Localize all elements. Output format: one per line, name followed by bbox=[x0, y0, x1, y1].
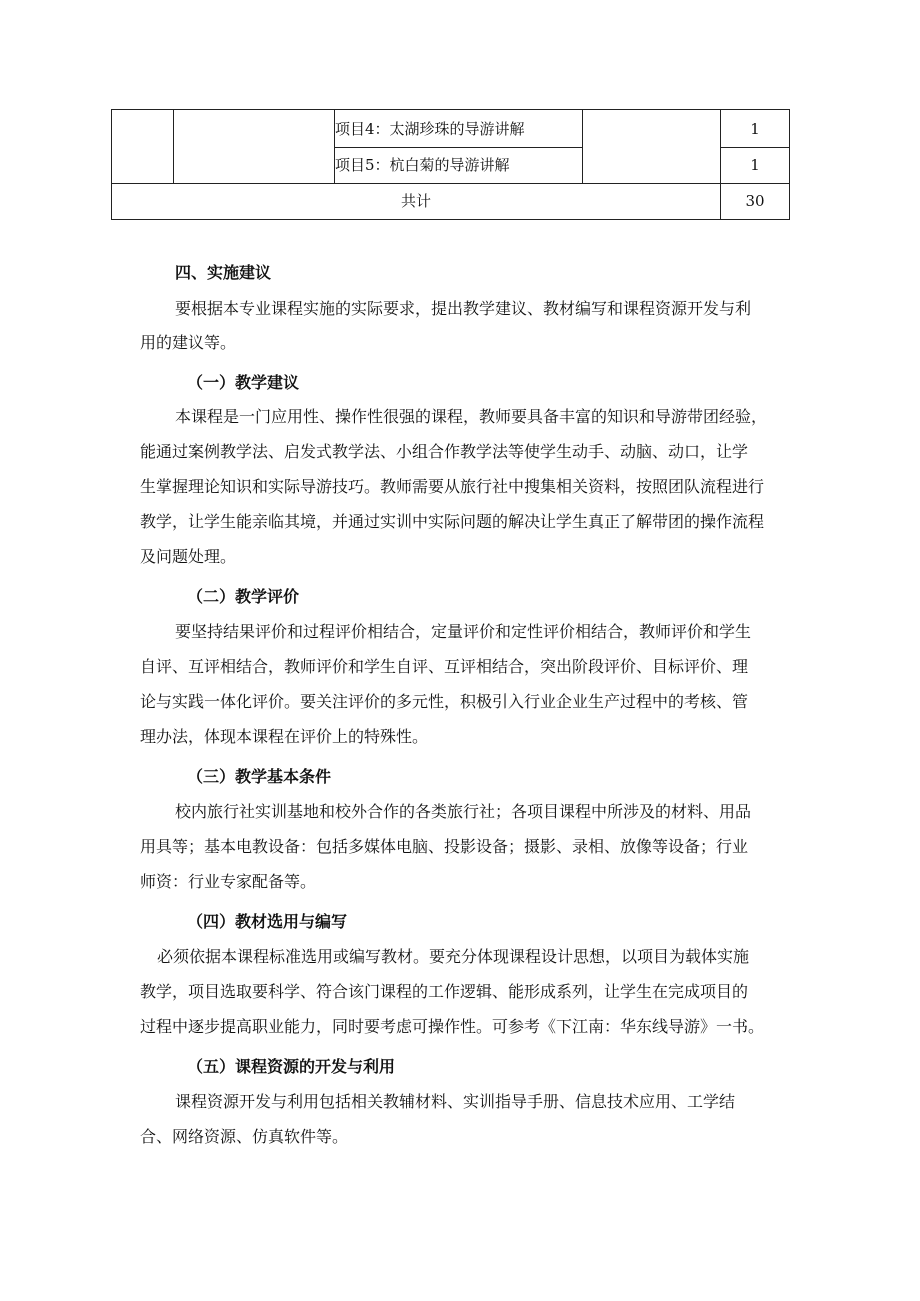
table-row-project: 项目4：太湖珍珠的导游讲解 bbox=[335, 120, 525, 138]
paragraph-line: 生掌握理论知识和实际导游技巧。教师需要从旅行社中搜集相关资料，按照团队流程进行 bbox=[140, 477, 765, 496]
paragraph-line: 教学，让学生能亲临其境，并通过实训中实际问题的解决让学生真正了解带团的操作流程 bbox=[140, 512, 765, 531]
paragraph-line: 过程中逐步提高职业能力，同时要考虑可操作性。可参考《下江南：华东线导游》一书。 bbox=[140, 1017, 765, 1036]
paragraph-line: 论与实践一体化评价。要关注评价的多元性，积极引入行业企业生产过程中的考核、管 bbox=[140, 692, 749, 711]
paragraph-line: 必须依据本课程标准选用或编写教材。要充分体现课程设计思想，以项目为载体实施 bbox=[157, 947, 750, 966]
paragraph-line: 理办法，体现本课程在评价上的特殊性。 bbox=[140, 727, 429, 746]
table-border bbox=[789, 109, 790, 220]
paragraph-line: 用具等；基本电教设备：包括多媒体电脑、投影设备；摄影、录相、放像等设备；行业 bbox=[140, 837, 749, 856]
section-heading: 四、实施建议 bbox=[175, 263, 272, 282]
table-row-hours: 1 bbox=[750, 120, 760, 138]
table-total-label: 共计 bbox=[400, 192, 431, 210]
paragraph-line: 合、网络资源、仿真软件等。 bbox=[140, 1127, 349, 1146]
subsection-heading: （四）教材选用与编写 bbox=[187, 912, 348, 931]
paragraph-line: 及问题处理。 bbox=[140, 547, 237, 566]
table-border bbox=[720, 147, 790, 148]
subsection-heading: （五）课程资源的开发与利用 bbox=[187, 1057, 396, 1076]
table-total-value: 30 bbox=[745, 192, 765, 210]
course-hours-table bbox=[111, 109, 790, 220]
paragraph-line: 要坚持结果评价和过程评价相结合，定量评价和定性评价相结合，教师评价和学生 bbox=[175, 622, 752, 641]
paragraph-line: 校内旅行社实训基地和校外合作的各类旅行社；各项目课程中所涉及的材料、用品 bbox=[175, 802, 752, 821]
table-border bbox=[111, 109, 790, 110]
table-border bbox=[111, 183, 790, 184]
table-border bbox=[111, 219, 790, 220]
paragraph-line: 自评、互评相结合，教师评价和学生自评、互评相结合，突出阶段评价、目标评价、理 bbox=[140, 657, 749, 676]
paragraph-line: 教学，项目选取要科学、符合该门课程的工作逻辑、能形成系列，让学生在完成项目的 bbox=[140, 982, 749, 1001]
table-border bbox=[582, 109, 583, 184]
paragraph-line: 课程资源开发与利用包括相关教辅材料、实训指导手册、信息技术应用、工学结 bbox=[175, 1092, 736, 1111]
paragraph-line: 师资：行业专家配备等。 bbox=[140, 872, 317, 891]
subsection-heading: （一）教学建议 bbox=[187, 373, 300, 392]
table-border bbox=[334, 147, 582, 148]
paragraph-line: 能通过案例教学法、启发式教学法、小组合作教学法等使学生动手、动脑、动口，让学 bbox=[140, 442, 749, 461]
paragraph-line: 本课程是一门应用性、操作性很强的课程，教师要具备丰富的知识和导游带团经验， bbox=[175, 407, 768, 426]
table-border bbox=[173, 109, 174, 184]
paragraph-line: 用的建议等。 bbox=[140, 333, 237, 352]
subsection-heading: （三）教学基本条件 bbox=[187, 767, 332, 786]
table-row-project: 项目5：杭白菊的导游讲解 bbox=[335, 156, 510, 174]
subsection-heading: （二）教学评价 bbox=[187, 587, 300, 606]
paragraph-line: 要根据本专业课程实施的实际要求，提出教学建议、教材编写和课程资源开发与利 bbox=[175, 299, 752, 318]
table-row-hours: 1 bbox=[750, 156, 760, 174]
